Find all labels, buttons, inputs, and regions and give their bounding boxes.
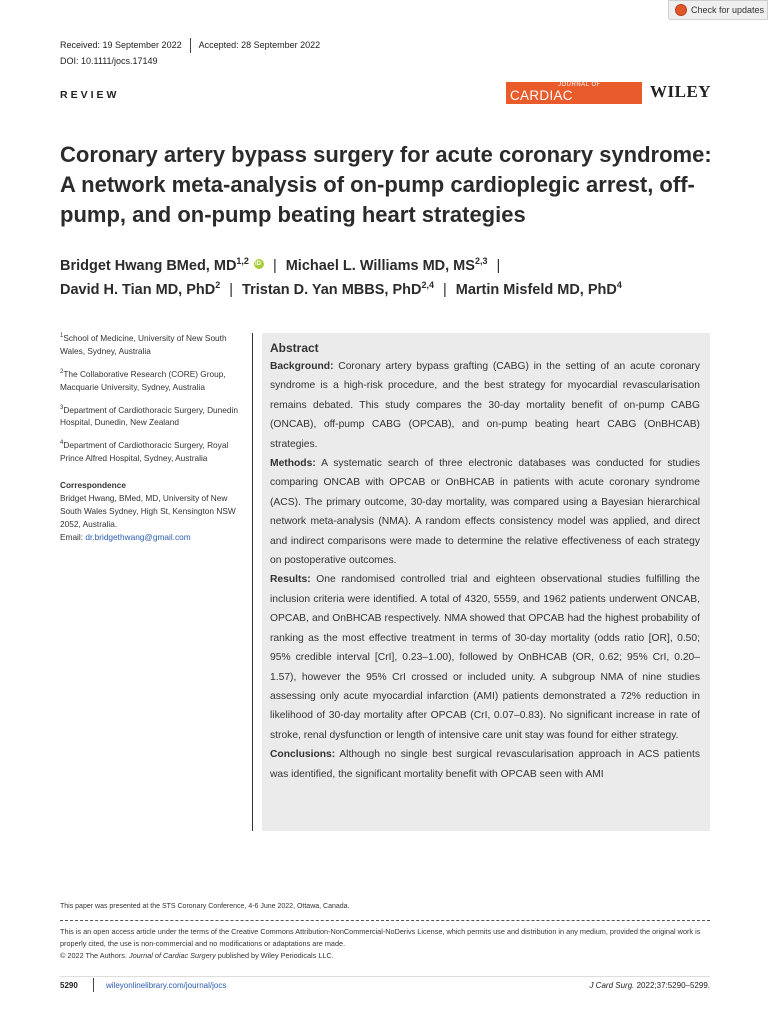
author-separator: | bbox=[442, 281, 447, 298]
author-affil: 2 bbox=[215, 280, 221, 290]
journal-logo-name: CARDIAC SURGERY bbox=[510, 88, 579, 120]
author-name: Martin Misfeld MD, PhD bbox=[455, 281, 617, 298]
publisher-logo: WILEY bbox=[650, 82, 712, 101]
author-affil: 2,3 bbox=[474, 256, 488, 266]
date-separator bbox=[190, 38, 191, 53]
check-for-updates-button[interactable] bbox=[668, 0, 768, 20]
author-name: David H. Tian MD, PhD bbox=[60, 281, 216, 298]
check-updates-icon bbox=[675, 4, 687, 16]
citation bbox=[565, 981, 710, 990]
article-dates bbox=[60, 38, 320, 53]
author-name: Michael L. Williams MD, MS bbox=[285, 257, 475, 274]
affiliations bbox=[60, 330, 250, 552]
presentation-footnote: This paper was presented at the STS Coronary Conference, 4-6 June 2022, Ottawa, Canada. bbox=[60, 903, 350, 910]
copyright-suffix: published by Wiley Periodicals LLC. bbox=[217, 951, 334, 960]
author-separator: | bbox=[229, 281, 234, 298]
background-text: Coronary artery bypass grafting (CABG) in the setting of an acute coronary syndrome is a high-risk procedure, and the best strategy for myocardial revascularisation remains debated. This study compares the 30-day mortality benefit of on-pump CABG (ONCAB), off-pump CABG (OPCAB), and on-pump beating heart CABG (OnBHCAB) strategies. bbox=[270, 361, 700, 450]
abstract-results bbox=[270, 570, 700, 745]
results-label: Results: bbox=[270, 574, 311, 586]
footer-separator bbox=[93, 978, 94, 992]
abstract-background bbox=[270, 357, 700, 454]
affiliation bbox=[60, 366, 250, 394]
author-affil: 4 bbox=[616, 280, 622, 290]
copyright-journal: Journal of Cardiac Surgery bbox=[128, 951, 216, 960]
correspondence-address: Bridget Hwang, BMed, MD, University of New South Wales Sydney, High St, Kensington NSW 2052, Australia. bbox=[60, 493, 236, 530]
journal-logo bbox=[506, 82, 642, 120]
citation-details: 2022;37:5290–5299. bbox=[636, 981, 710, 990]
affiliation-text: Department of Cardiothoracic Surgery, Royal Prince Alfred Hospital, Sydney, Australia bbox=[60, 440, 229, 464]
correspondence-text bbox=[60, 492, 250, 544]
authors-line-2 bbox=[60, 280, 622, 298]
affiliation-text: The Collaborative Research (CORE) Group, Macquarie University, Sydney, Australia bbox=[60, 368, 226, 392]
affiliation-number: 3 bbox=[60, 404, 64, 411]
page-number: 5290 bbox=[60, 981, 78, 990]
conclusions-label: Conclusions: bbox=[270, 749, 336, 761]
doi: DOI: 10.1111/jocs.17149 bbox=[60, 56, 158, 66]
journal-logo-small-text: JOURNAL OF bbox=[558, 82, 601, 88]
author-affil: 1,2 bbox=[236, 256, 249, 266]
methods-text: A systematic search of three electronic databases was conducted for studies comparing ONCAB with OPCAB or OnBHCAB in patients with acute coronary syndrome (ACS). The primary outcome, 30-day mortality, was compared using a Bayesian hierarchical network meta-analysis (NMA). A random effects consistency model was applied, and direct and indirect comparisons were made to determine the relative effectiveness of each strategy on postoperative outcomes. bbox=[270, 458, 700, 567]
email-link[interactable]: dr.bridgethwang@gmail.com bbox=[85, 532, 191, 543]
author-name: Tristan D. Yan MBBS, PhD bbox=[242, 281, 422, 298]
authors-line-1 bbox=[60, 256, 509, 274]
author-name: Bridget Hwang BMed, MD bbox=[60, 257, 237, 274]
copyright-prefix: © 2022 The Authors. bbox=[60, 951, 127, 960]
received-date: Received: 19 September 2022 bbox=[60, 39, 182, 50]
column-divider bbox=[252, 333, 253, 831]
affiliation-number: 4 bbox=[60, 440, 64, 447]
author-affil: 2,4 bbox=[421, 280, 434, 290]
background-label: Background: bbox=[270, 361, 334, 372]
citation-journal: J Card Surg. bbox=[589, 981, 635, 990]
affiliation bbox=[60, 402, 250, 430]
orcid-icon[interactable] bbox=[254, 259, 264, 269]
affiliation-number: 1 bbox=[60, 333, 64, 339]
journal-url-link[interactable]: wileyonlinelibrary.com/journal/jocs bbox=[106, 981, 227, 990]
affiliation bbox=[60, 437, 250, 465]
article-title: Coronary artery bypass surgery for acute coronary syndrome: A network meta-analysis of on-pump cardioplegic arrest, off-pump, and on-pump beating heart strategies bbox=[60, 142, 712, 227]
results-text: One randomised controlled trial and eighteen observational studies fulfilling the inclusion criteria were identified. A total of 4320, 5559, and 1962 patients underwent ONCAB, OPCAB, and OnBHCAB respectively. NMA showed that OPCAB had the highest probability of ranking as the most effective treatment in terms of 30-day mortality (odds ratio [OR], 0.50; 95% credible interval [CrI], 0.23–1.00), followed by OnBHCAB (OR, 0.62; 95% CrI, 0.20–1.57), however the 95% CrI crossed or included unity. A subgroup NMA of nine studies assessing only acute myocardial infarction (AMI) patients demonstrated a 72% reduction in likelihood of 30-day mortality after OPCAB (CrI, 0.07–0.83). No significant increase in rate of stroke, renal dysfunction or length of intensive care unit stay was found for either strategy. bbox=[270, 574, 700, 741]
abstract-box bbox=[262, 333, 710, 831]
abstract-conclusions bbox=[270, 745, 700, 784]
abstract-methods bbox=[270, 454, 700, 570]
affiliation-number: 2 bbox=[60, 368, 64, 375]
affiliation-text: School of Medicine, University of New South Wales, Sydney, Australia bbox=[60, 332, 227, 356]
abstract-heading: Abstract bbox=[270, 341, 319, 355]
check-updates-label: Check for updates bbox=[691, 5, 765, 15]
author-separator: | bbox=[496, 257, 501, 274]
footer-rule bbox=[60, 976, 710, 977]
email-label: Email: bbox=[60, 532, 84, 543]
license-notice bbox=[60, 926, 710, 962]
author-separator: | bbox=[272, 257, 277, 274]
affiliation bbox=[60, 330, 250, 358]
conclusions-text: Although no single best surgical revascularisation approach in ACS patients was identified, the significant mortality benefit with OPCAB seen with AMI bbox=[270, 749, 700, 780]
license-text: This is an open access article under the terms of the Creative Commons Attribution-NonCommercial-NoDerivs License, which permits use and distribution in any medium, provided the original work is properly cited, the use is non-commercial and no modifications or adaptations are made. bbox=[60, 927, 701, 948]
methods-label: Methods: bbox=[270, 458, 316, 470]
affiliation-text: Department of Cardiothoracic Surgery, Dunedin Hospital, Dunedin, New Zealand bbox=[60, 404, 238, 428]
copyright-line bbox=[60, 950, 710, 962]
correspondence-heading: Correspondence bbox=[60, 480, 126, 491]
dashed-rule bbox=[60, 920, 710, 921]
accepted-date: Accepted: 28 September 2022 bbox=[198, 39, 321, 50]
section-label: REVIEW bbox=[60, 89, 120, 101]
